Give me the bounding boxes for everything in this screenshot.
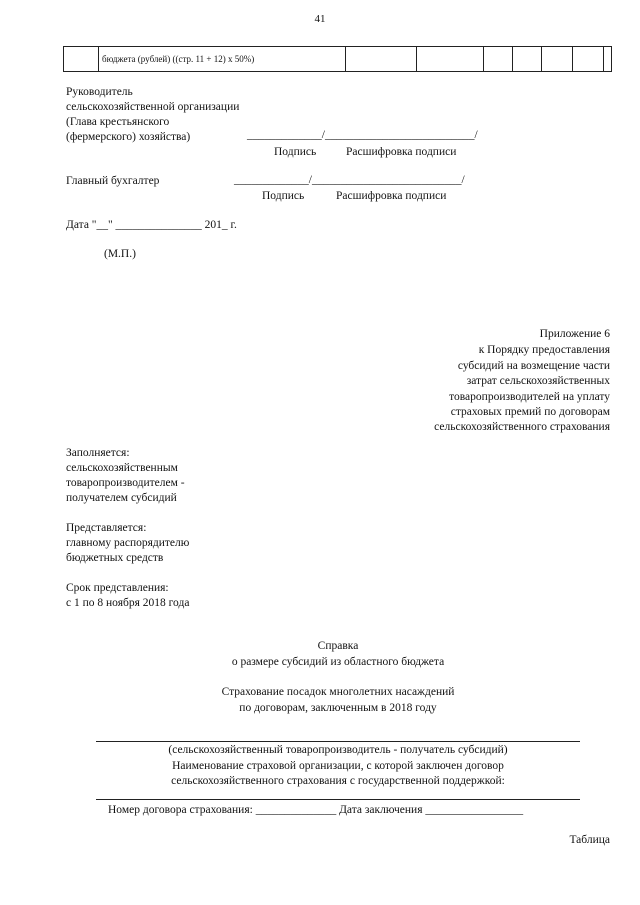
table-cell [484,47,513,72]
producer-caption: (сельскохозяйственный товаропроизводитель - получатель субсидий) [168,744,508,756]
summary-table-row [63,46,612,72]
submitted-to-line: бюджетных средств [66,552,164,564]
signature-blank: _____________/__________________________/ [234,174,465,186]
signature-blank: _____________/__________________________/ [247,129,478,141]
appendix-line: Приложение 6 [539,328,610,340]
signature-decode-label: Расшифровка подписи [336,190,447,202]
deadline-line: Срок представления: [66,582,169,594]
table-row [64,47,612,72]
table-cell [604,47,612,72]
contract-line [108,804,523,816]
certificate-subtitle: о размере субсидий из областного бюджета [231,656,445,668]
role-line: Главный бухгалтер [66,175,160,187]
certificate-topic: Страхование посадок многолетних насаждений [221,686,455,698]
submitted-to-line: Представляется: [66,522,147,534]
appendix-line: к Порядку предоставления [478,344,610,356]
contract-number-blank: ______________ [255,804,337,816]
filled-by-line: Заполняется: [66,447,130,459]
deadline-line: с 1 по 8 ноября 2018 года [66,597,190,609]
filled-by-line: товаропроизводителем - [66,477,185,489]
appendix-line: товаропроизводителей на уплату [449,391,610,403]
submitted-to-line: главному распорядителю [66,537,190,549]
appendix-line: страховых премий по договорам [450,406,610,418]
table-cell [417,47,484,72]
table-cell [542,47,573,72]
page-number: 41 [314,13,326,25]
table-caption: Таблица [569,834,610,846]
contract-date-blank: _________________ [425,804,524,816]
insurer-name-line [96,799,580,800]
appendix-line: сельскохозяйственного страхования [434,421,610,433]
table-cell-label: бюджета (рублей) ((стр. 11 + 12) x 50%) [99,47,346,72]
role-line: (фермерского) хозяйства) [66,131,191,143]
stamp-placeholder: (М.П.) [104,248,136,260]
appendix-line: субсидий на возмещение части [457,360,610,372]
certificate-topic: по договорам, заключенным в 2018 году [239,702,437,714]
signature-label: Подпись [262,190,305,202]
role-line: сельскохозяйственной организации [66,101,240,113]
contract-number-label: Номер договора страхования: [108,804,253,816]
table-cell [573,47,604,72]
insurer-line: сельскохозяйственного страхования с государственной поддержкой: [171,775,505,787]
producer-name-line [96,741,580,742]
contract-date-label: Дата заключения [339,804,423,816]
signature-decode-label: Расшифровка подписи [346,146,457,158]
filled-by-line: сельскохозяйственным [66,462,178,474]
role-line: (Глава крестьянского [66,116,170,128]
filled-by-line: получателем субсидий [66,492,177,504]
signature-label: Подпись [274,146,317,158]
table-cell [346,47,417,72]
certificate-title: Справка [317,640,359,652]
table-cell [513,47,542,72]
date-line: Дата "__" _______________ 201_ г. [66,219,237,231]
table-cell [64,47,99,72]
insurer-line: Наименование страховой организации, с которой заключен договор [172,760,504,772]
appendix-line: затрат сельскохозяйственных [466,375,610,387]
role-line: Руководитель [66,86,133,98]
